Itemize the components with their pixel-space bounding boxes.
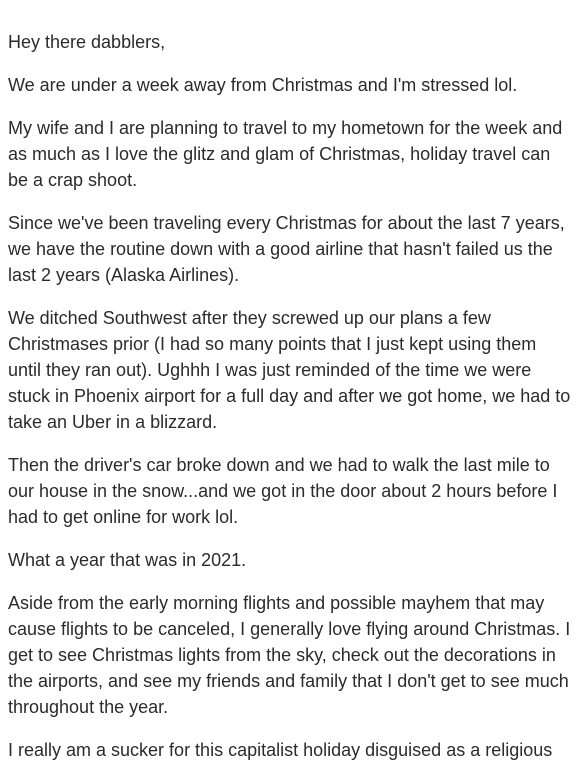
body-paragraph: I really am a sucker for this capitalist holiday disguised as a religious xyxy=(8,740,553,760)
body-paragraph: My wife and I are planning to travel to my hometown for the week and as much as I love the glitz and glam of Christmas, holiday travel can be a crap shoot. xyxy=(8,118,563,190)
body-paragraph: Then the driver's car broke down and we had to walk the last mile to our house in the snow...and we got in the door about 2 hours before I had to get online for work lol. xyxy=(8,455,558,527)
body-paragraph: We are under a week away from Christmas and I'm stressed lol. xyxy=(8,75,518,95)
article-body xyxy=(8,29,572,780)
body-paragraph: What a year that was in 2021. xyxy=(8,550,247,570)
greeting-paragraph: Hey there dabblers, xyxy=(8,32,166,52)
body-paragraph: Aside from the early morning flights and possible mayhem that may cause flights to be canceled, I generally love flying around Christmas. I get to see Christmas lights from the sky, check out the decorations in the airports, and see my friends and family that I don't get to see much throughout the year. xyxy=(8,593,571,717)
body-paragraph: We ditched Southwest after they screwed up our plans a few Christmases prior (I had so many points that I just kept using them until they ran out). Ughhh I was just reminded of the time we were stuck in Phoenix airport for a full day and after we got home, we had to take an Uber in a blizzard. xyxy=(8,308,571,432)
body-paragraph: Since we've been traveling every Christmas for about the last 7 years, we have the routine down with a good airline that hasn't failed us the last 2 years (Alaska Airlines). xyxy=(8,213,565,285)
